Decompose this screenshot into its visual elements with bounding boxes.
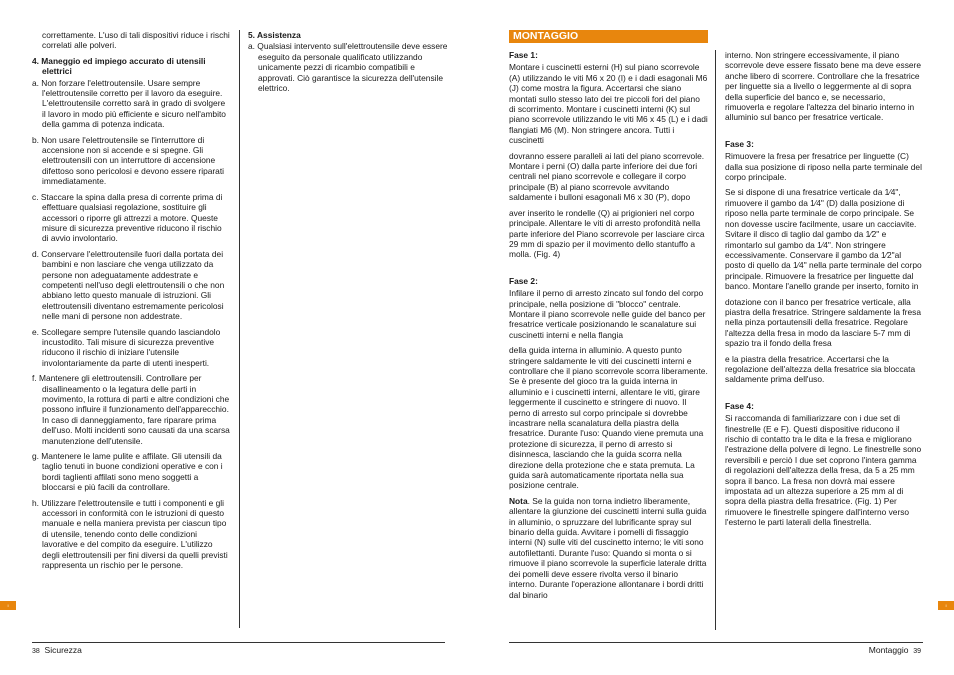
step-1-title: Fase 1: <box>509 50 538 60</box>
continued-text: correttamente. L'uso di tali dispositivi riduce i rischi correlati alle polveri. <box>42 30 230 51</box>
column-divider <box>239 30 240 628</box>
right-page-column-1 <box>509 50 708 605</box>
step-4-title: Fase 4: <box>725 400 754 411</box>
list-item-a: a. Qualsiasi intervento sull'elettroutensile deve essere eseguito da personale qualificato utilizzando unicamente pezzi di ricambio compatibili e approvati. Ciò garantisce la sicurezza dell'utensile elettrico. <box>248 41 448 94</box>
left-page-column-2 <box>248 30 448 98</box>
section-heading-4: 4. Maneggio ed impiego accurato di utensili elettrici <box>32 55 206 77</box>
step-2-text: Infilare il perno di arresto zincato sul fondo del corpo principale, nella posizione di "blocco" centrale. Montare il piano scorrevole nelle guide del banco per fresatrice verticale posizionando le scanalature sui cuscinetti interni e nella flangia <box>509 288 706 340</box>
language-tab-left: I <box>0 601 16 610</box>
step-3-text: Rimuovere la fresa per fresatrice per linguette (C) dalla sua posizione di riposo nella parte terminale del corpo principale. <box>725 151 922 183</box>
footer-section-label: Montaggio <box>868 645 909 655</box>
footer-rule-left <box>32 642 445 643</box>
footer-right <box>869 645 921 657</box>
list-item-a: a. Non forzare l'elettroutensile. Usare sempre l'elettroutensile corretto per il lavoro da eseguire. L'elettroutensile corretto sarà in grado di svolgere il lavoro in modo più efficiente e sicuro nell'ambito della gamma di potenza indicata. <box>32 77 226 130</box>
step-4-text: Si raccomanda di familiarizzare con i due set di finestrelle (E e F). Questi dispositive riducono il rischio di contatto tra le dita e la fresa e migliorano l'estrazione della polvere di legno. Le finestrelle sono reversibili e perciò I due set coprono l'intera gamma di regolazioni dell'altezza della fresa, da 5 a 25 mm sopra il banco. La fresa non dovrà mai essere impostata ad un altezza superiore a 25 mm al di sopra della piastra della fresatrice. (Fig. 1) Per rimuovere le finestrelle spingere dall'interno verso l'esterno le parti laterali della finestrella. <box>725 413 922 528</box>
step-1-text: Montare i cuscinetti esterni (H) sul piano scorrevole (A) utilizzando le viti M6 x 20 (I) e i dadi esagonali M6 (J) come mostra la figura. Accertarsi che siano montati sullo stesso lato dei tre piccoli fori del piano di scorrimento. Montare i cuscinetti interni (K) sul piano scorrevole utilizzando le viti M6 x 45 (L) e i dadi flangiati M6 (M). Non stringere ancora. Tutti i cuscinetti <box>509 62 708 146</box>
step-3-title: Fase 3: <box>725 138 754 149</box>
note-text: . Se la guida non torna indietro liberamente, allentare la giunzione dei cuscinetti interni sulla guida in alluminio, o spruzzare del lubrificante spray sul binario della guida. Avvitare i pomelli di fissaggio interni (N) sulle viti del cuscinetto interno; le viti sono autofilettanti. Durante l'uso: Quando si monta o si rimuove il piano scorrevole la superficie laterale dritta dei pomelli deve essere rivolta verso il binario interno. Durante l'operazione allontanare i bordi dritti dal binario <box>509 495 707 600</box>
step-3-text: Se si dispone di una fresatrice verticale da 1⁄4", rimuovere il gambo da 1⁄4" (D) dalla posizione di riposo nella parte terminale de corpo principale. Se non dovesse uscire facilmente, usare un cacciavite. Svitare il disco di taglio dal gambo da 1⁄2" e rimontarlo sul gambo da 1⁄4". Non stringere eccessivamente. Conservare il gambo da 1⁄2"al posto di quello da 1⁄4" nella parte terminale del corpo principale. Rimuovere la fresatrice per linguette dal banco. Montare l'anello grande per inserto, fornito in <box>725 187 922 292</box>
step-1-text: dovranno essere paralleli ai lati del piano scorrevole. Montare i perni (O) dalla parte inferiore dei due fori centrali nel piano scorrevole e collegare il corpo principale (B) al piano scorrevole avvitando saldamente i bulloni esagonali M6 x 30 (P), dopo <box>509 150 705 203</box>
list-item-d: d. Conservare l'elettroutensile fuori dalla portata dei bambini e non lasciare che venga utilizzato da persone non adeguatamente addestrate e competenti nell'uso degli elettroutensili o che non abbiano letto questo manuale di istruzioni. Gli elettroutensili diventano estremamente pericolosi nelle mani di persone non addestrate. <box>32 248 225 322</box>
step-1-text: aver inserito le rondelle (Q) ai prigionieri nel corpo principale. Allentare le viti di arresto profondità nella parte inferiore del Piano scorrevole per lasciare circa 29 mm di spazio per il movimento dello stantuffo a molla. (Fig. 4) <box>509 207 705 260</box>
note-paragraph <box>509 496 708 600</box>
page-number: 39 <box>913 648 921 655</box>
footer-rule-right <box>509 642 923 643</box>
list-item-h: h. Utilizzare l'elettroutensile e tutti i componenti e gli accessori in conformità con le istruzioni di questo manuale e nella maniera prevista per ciascun tipo di utensile, tenendo conto delle condizioni lavorative e del compito da eseguire. L'utilizzo degli elettroutensili per fini diversi da quelli previsti rappresenta un rischio per le persone. <box>32 497 228 571</box>
footer-section-label: Sicurezza <box>44 645 82 655</box>
list-item-g: g. Mantenere le lame pulite e affilate. Gli utensili da taglio tenuti in buone condizioni operative e con i bordi taglienti affilati sono meno soggetti a bloccarsi e più facili da controllare. <box>32 451 223 493</box>
language-tab-right: I <box>938 601 954 610</box>
step-2-title: Fase 2: <box>509 275 538 286</box>
list-item-b: b. Non usare l'elettroutensile se l'interruttore di accensione non si accende e si spegne. Gli elettroutensili con un interruttore di accensione difettoso sono pericolosi e devono essere riparati immediatamente. <box>32 134 225 187</box>
section-title-bar: MONTAGGIO <box>509 30 708 43</box>
note-label: Nota <box>509 495 528 506</box>
step-3-text: e la piastra della fresatrice. Accertarsi che la regolazione dell'altezza della fresatrice sia bloccata saldamente prima dell'uso. <box>725 353 916 385</box>
section-heading-5: 5. Assistenza <box>248 30 301 40</box>
column-divider <box>715 50 716 630</box>
step-3-text: dotazione con il banco per fresatrice verticale, alla piastra della fresatrice. Stringere saldamente la fresa nella pinza portautensili della fresatrice. Regolare l'altezza della fresa in modo da lasciare 5-7 mm di spazio tra il fondo della fresa <box>725 296 921 349</box>
list-item-f: f. Mantenere gli elettroutensili. Controllare per disallineamento o la legatura delle parti in movimento, la rottura di parti e altre condizioni che possono influire il funzionamento dell'apparecchio. In caso di danneggiamento, fare riparare prima dell'uso. Molti incidenti sono causati da una scarsa manutenzione dell'utensile. <box>32 373 230 446</box>
footer-left <box>32 645 82 657</box>
right-page-column-2 <box>725 50 923 533</box>
list-item-e: e. Scollegare sempre l'utensile quando lasciandolo incustodito. Tali misure di sicurezza preventive riducono il rischio di iniziare l'utensile involontariamente da parte di utenti inesperti. <box>32 326 221 368</box>
continued-text: interno. Non stringere eccessivamente, il piano scorrevole deve essere fissato bene ma deve essere anche libero di scorrere. Controllare che la fresatrice per linguette sia a livello o leggermente al di sopra della superficie del banco e, se necessario, rimuoverla e regolare l'altezza del binario interno in alluminio sul banco per fresatrice verticale. <box>725 50 921 123</box>
page-number: 38 <box>32 648 40 655</box>
left-page-column-1 <box>32 30 230 576</box>
list-item-c: c. Staccare la spina dalla presa di corrente prima di effettuare qualsiasi regolazione, sostituire gli accessori o riporre gli attrezzi a motore. Queste misure di sicurezza preventive riducono il rischio di avvio involontario. <box>32 191 223 244</box>
step-2-text: della guida interna in alluminio. A questo punto stringere saldamente le viti dei cuscinetti interni e controllare che il piano scorrevole scorra liberamente. Se è presente del gioco tra la guida interna in alluminio e i cuscinetti interni, allentare le viti, girare leggermente il cuscinetto e stringere di nuovo. Il perno di arresto sul corpo principale si dovrebbe incastrare nella scanalatura della piastra della fresatrice. Durante l'uso: Quando viene premuta una protezione di sicurezza, il perno di arresto si disinnesca, lasciando che la guida scorra nella direzione della protezione che e stata premuta. La guida sarà automaticamente riportata nella sua posizione centrale. <box>509 345 708 491</box>
